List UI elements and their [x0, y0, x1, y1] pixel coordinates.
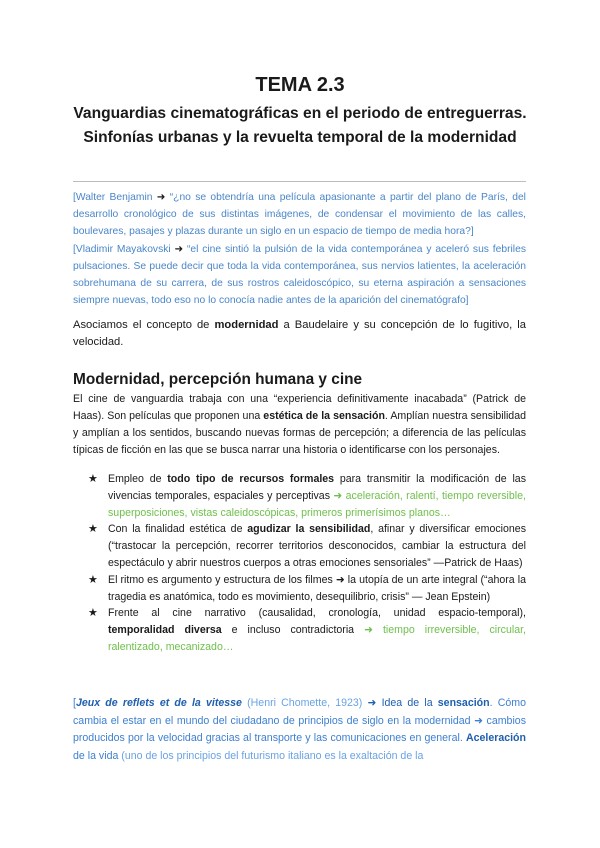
- star-icon: ★: [88, 573, 98, 586]
- list-item: ★ El ritmo es argumento y estructura de los filmes ➜ la utopía de un arte integral (“ahora la tragedia es anatómica, todo es movimiento, desequilibrio, crisis” — Jean Epstein): [88, 573, 526, 603]
- star-icon: ★: [88, 473, 98, 485]
- quotes-block: [73, 189, 526, 309]
- star-icon: ★: [88, 607, 98, 620]
- quote-mayakovski: [Vladimir Mayakovski ➜ “el cine sintió la pulsión de la vida contemporánea y aceleró sus febriles pulsaciones. Se puede decir que toda la vida contemporánea, sus nervios latientes, la aceleración sobrehumana de su carrera, de sus rostros caleidoscópico, su eterna aspiración a sensaciones siempre nuevas, todo eso no lo conocía nadie antes de la aparición del cinematógrafo]: [73, 243, 526, 307]
- jeux-paragraph: [Jeux de reflets et de la vitesse (Henri Chomette, 1923) ➜ Idea de la sensación. Cómo cambia el estar en el mundo del ciudadano de principios de siglo en la modernidad ➜ cambios producidos por la velocidad gracias al transporte y las comunicaciones en general. Aceleración de la vida (uno de los principios del futurismo italiano es la exaltación de la: [73, 697, 526, 762]
- section-heading: Modernidad, percepción humana y cine: [73, 371, 363, 388]
- list-item: ★ Empleo de todo tipo de recursos formales para transmitir la modificación de las vivencias temporales, espaciales y perceptivas ➜ aceleración, ralentí, tiempo reversible, superposiciones, vistas caleidoscópicas, primeros primerísimos planos…: [88, 473, 526, 519]
- body-paragraph: El cine de vanguardia trabaja con una “experiencia definitivamente inacabada” (Patrick de Haas). Son películas que proponen una estética de la sensación. Amplían nuestra sensibilidad y amplían a los sentidos, buscando nuevas formas de percepción; a diferencia de las películas típicas de ficción en las que se busca narrar una historia o identificarse con los personajes.: [73, 393, 526, 456]
- page-title: TEMA 2.3: [255, 74, 345, 96]
- divider: [73, 181, 526, 182]
- list-item: ★ Frente al cine narrativo (causalidad, cronología, unidad espacio-temporal), temporalidad diversa e incluso contradictoria ➜ tiempo irreversible, circular, ralentizado, mecanizado…: [88, 607, 526, 653]
- arrow-icon: ➜: [156, 192, 166, 203]
- star-list: [88, 471, 526, 656]
- quote-benjamin: [Walter Benjamin ➜ “¿no se obtendría una película apasionante a partir del plano de París, del desarrollo cronológico de sus distintas imágenes, de condensar el movimiento de las calles, boulevares, pasajes y plazas durante un siglo en un espacio de tiempo de media hora?]: [73, 192, 526, 238]
- star-icon: ★: [88, 523, 98, 536]
- list-item: ★ Con la finalidad estética de agudizar la sensibilidad, afinar y diversificar emociones (“trastocar la percepción, recorrer territorios desconocidos, cambiar la estructura del espectáculo y abrir nuestros cuerpos a otras emociones sensoriales” —Patrick de Haas): [88, 523, 527, 569]
- page-subtitle: Vanguardias cinematográficas en el periodo de entreguerras. Sinfonías urbanas y la revuelta temporal de la modernidad: [73, 105, 527, 146]
- arrow-icon: ➜: [174, 243, 184, 255]
- intro-paragraph: Asociamos el concepto de modernidad a Baudelaire y su concepción de lo fugitivo, la velocidad.: [73, 319, 526, 348]
